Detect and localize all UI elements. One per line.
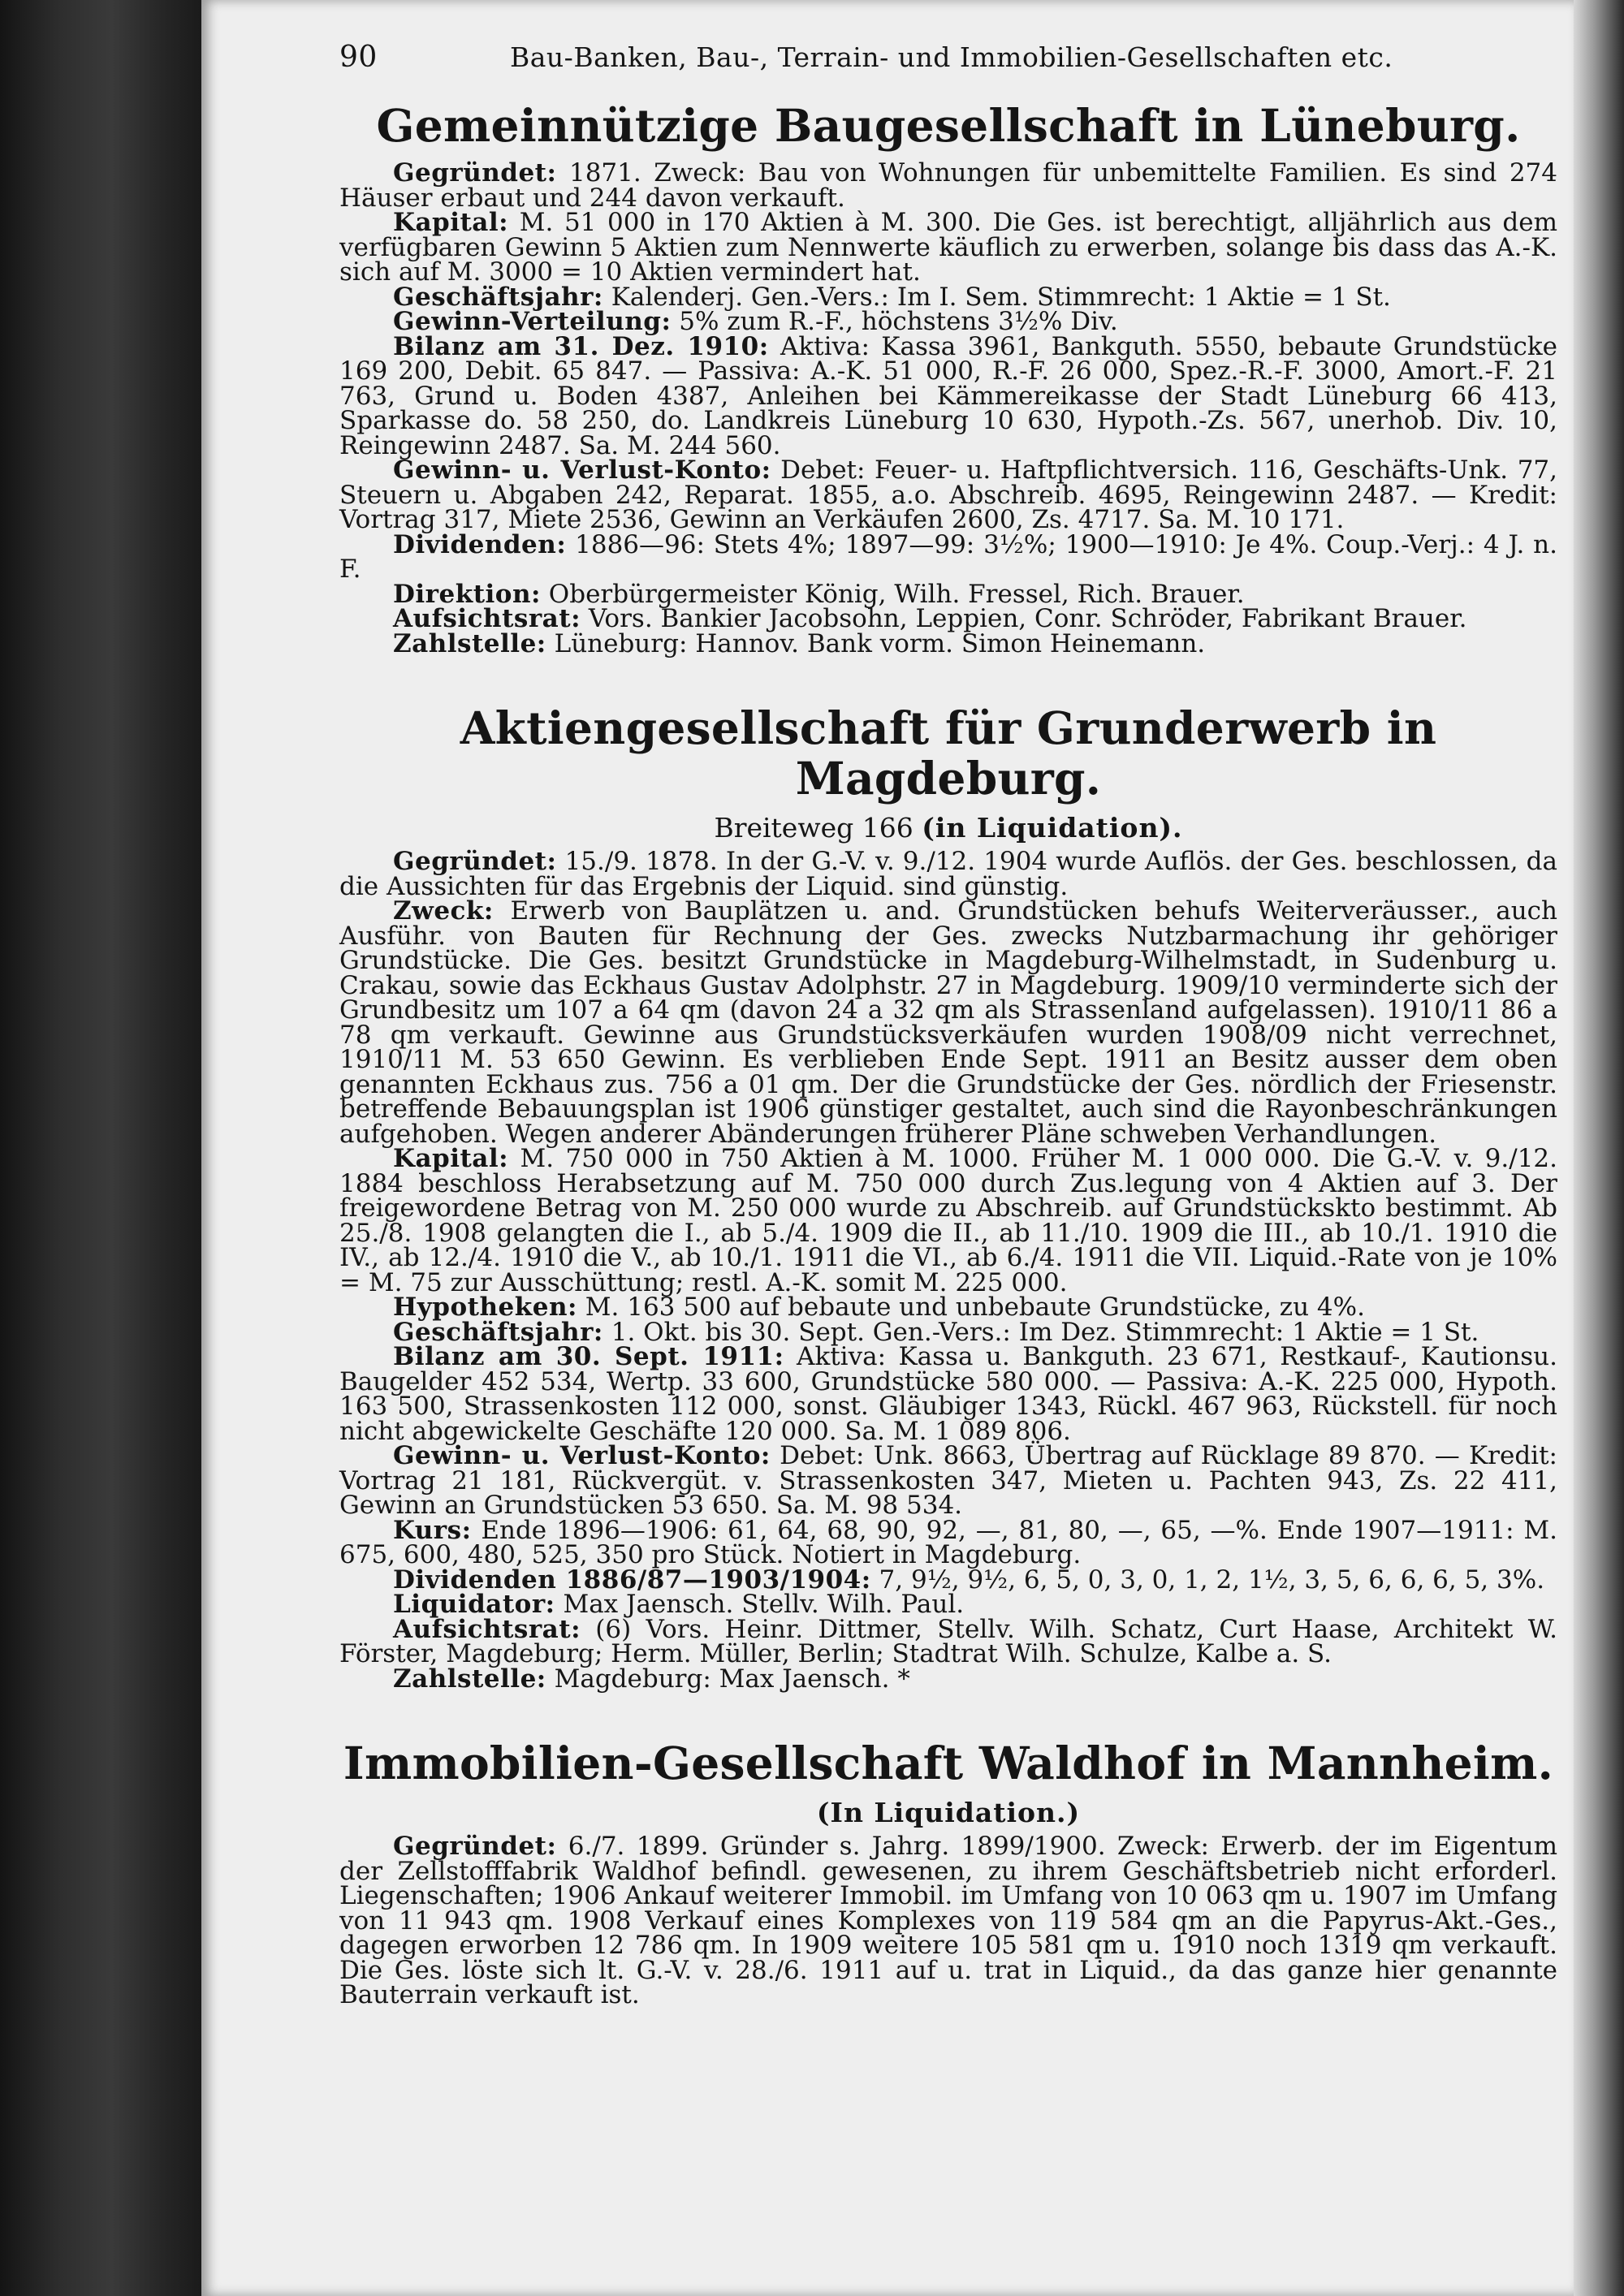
entry-paragraph <box>339 1344 1557 1444</box>
company-entry <box>339 101 1557 656</box>
entry-paragraph <box>339 1146 1557 1295</box>
entry-paragraph <box>339 1592 1557 1617</box>
entry-paragraph <box>339 1295 1557 1320</box>
field-text: Aktiva: Kassa 3961, Bankguth. 5550, bebaute Grundstücke 169 200, Debit. 65 847. — Passiva: A.-K. 51 000, R.-F. 26 000, Spez.-R.-F. 3000, Amort.-F. 21 763, Grund u. Boden 4387, Anleihen bei Kämmereikasse der Stadt Lüneburg 66 413, Sparkasse do. 58 250, do. Landkreis Lüneburg 10 630, Hypoth.-Zs. 567, unerhob. Div. 10, Reingewinn 2487. Sa. M. 244 560. <box>339 331 1557 460</box>
field-label: Zahlstelle: <box>393 1664 546 1694</box>
field-text: 6./7. 1899. Gründer s. Jahrg. 1899/1900. Zweck: Erwerb. der im Eigentum der Zellstofffabrik Waldhof befindl. gewesenen, zu ihrem Geschäftsbetrieb nicht erforderl. Liegenschaften; 1906 Ankauf weiterer Immobil. im Umfang von 10 063 qm u. 1907 im Umfang von 11 943 qm. 1908 Verkauf eines Komplexes von 119 584 qm an die Papyrus-Akt.-Ges., dagegen erworben 12 786 qm. In 1909 weitere 105 581 qm u. 1910 noch 1319 qm verkauft. Die Ges. löste sich lt. G.-V. v. 28./6. 1911 auf u. trat in Liquid., da das ganze hier genannte Bauterrain verkauft ist. <box>339 1832 1557 2009</box>
field-text: Kalenderj. Gen.-Vers.: Im I. Sem. Stimmrecht: 1 Aktie = 1 St. <box>603 282 1391 312</box>
next-page-edge <box>1574 0 1624 2296</box>
field-label: Gewinn- u. Verlust-Konto: <box>393 455 771 485</box>
field-label: Geschäftsjahr: <box>393 282 603 312</box>
entry-paragraph <box>339 455 1557 534</box>
field-text: 1871. Zweck: Bau von Wohnungen für unbemittelte Familien. Es sind 274 Häuser erbaut und 244 davon verkauft. <box>339 158 1557 213</box>
field-text: Debet: Feuer- u. Haftpflichtversich. 116, Geschäfts-Unk. 77, Steuern u. Abgaben 242, Reparat. 1855, a.o. Abschreib. 4695, Reingewinn 2487. — Kredit: Vortrag 317, Miete 2536, Gewinn an Verkäufen 2600, Zs. 4717. Sa. M. 10 171. <box>339 455 1557 534</box>
field-label: Geschäftsjahr: <box>393 1317 603 1347</box>
liquidation-note: (In Liquidation.) <box>816 1797 1081 1828</box>
field-text: Lüneburg: Hannov. Bank vorm. Simon Heinemann. <box>546 628 1206 658</box>
liquidation-note: (in Liquidation). <box>922 812 1183 844</box>
company-subtitle <box>339 1798 1557 1828</box>
field-label: Gegründet: <box>393 847 557 876</box>
entry-paragraph <box>339 1317 1557 1347</box>
field-label: Aufsichtsrat: <box>393 604 581 633</box>
field-text: Aktiva: Kassa u. Bankguth. 23 671, Restkauf-, Kautionsu. Baugelder 452 534, Wertp. 33 600, Grundstücke 580 000. — Passiva: A.-K. 225 000, Hypoth. 163 500, Strassenkosten 112 000, sonst. Gläubiger 1343, Rückl. 467 963, Rückstell. für noch nicht abgewickelte Geschäfte 120 000. Sa. M. 1 089 806. <box>339 1342 1557 1446</box>
entry-paragraph <box>339 331 1557 460</box>
company-entry <box>339 701 1557 1694</box>
field-label: Gewinn-Verteilung: <box>393 307 672 336</box>
entry-paragraph <box>339 1664 1557 1694</box>
field-text: M. 51 000 in 170 Aktien à M. 300. Die Ges. ist berechtigt, alljährlich aus dem verfügbaren Gewinn 5 Aktien zum Nennwerte käuflich zu erwerben, solange bis dass das A.-K. sich auf M. 3000 = 10 Aktien vermindert hat. <box>339 208 1557 287</box>
field-text: Max Jaensch. Stellv. Wilh. Paul. <box>555 1590 965 1619</box>
page-content <box>339 41 1557 2055</box>
company-subtitle <box>339 814 1557 843</box>
field-label: Kapital: <box>393 1144 509 1173</box>
field-text: (6) Vors. Heinr. Dittmer, Stellv. Wilh. Schatz, Curt Haase, Architekt W. Förster, Magdeburg; Herm. Müller, Berlin; Stadtrat Wilh. Schulze, Kalbe a. S. <box>339 1614 1557 1668</box>
field-text: 15./9. 1878. In der G.-V. v. 9./12. 1904 wurde Auflös. der Ges. beschlossen, da die Aussichten für das Ergebnis der Liquid. sind günstig. <box>339 847 1557 901</box>
running-header <box>339 41 1557 84</box>
entry-paragraph <box>339 849 1557 899</box>
field-label: Bilanz am 30. Sept. 1911: <box>393 1342 784 1371</box>
book-page <box>201 0 1574 2296</box>
company-title: Gemeinnützige Baugesellschaft in Lüneburg. <box>376 99 1521 152</box>
field-text: Vors. Bankier Jacobsohn, Leppien, Conr. Schröder, Fabrikant Brauer. <box>581 604 1467 633</box>
field-label: Gegründet: <box>393 1832 557 1861</box>
company-entry <box>339 1738 1557 2008</box>
field-label: Dividenden 1886/87—1903/1904: <box>393 1564 871 1595</box>
page-number: 90 <box>339 41 378 74</box>
entry-paragraph <box>339 282 1557 312</box>
field-text: 1886—96: Stets 4%; 1897—99: 3½%; 1900—1910: Je 4%. Coup.-Verj.: 4 J. n. F. <box>339 529 1557 584</box>
field-text: Erwerb von Bauplätzen u. and. Grundstücken behufs Weiterveräusser., auch Ausführ. von Bauten für Rechnung der Ges. zwecks Nutzbarmachung ihr gehöriger Grundstücke. Die Ges. besitzt Grundstücke in Magdeburg-Wilhelmstadt, in Sudenburg u. Crakau, sowie das Eckhaus Gustav Adolphstr. 27 in Magdeburg. 1909/10 verminderte sich der Grundbesitz um 107 a 64 qm (davon 24 a 32 qm als Strassenland aufgelassen). 1910/11 86 a 78 qm verkauft. Gewinne aus Grundstücksverkäufen wurden 1908/09 nicht verrechnet, 1910/11 M. 53 650 Gewinn. Es verblieben Ende Sept. 1911 an Besitz ausser dem oben genannten Eckhaus zus. 756 a 01 qm. Der die Grundstücke der Ges. nördlich der Friesenstr. betreffende Bebauungsplan ist 1906 günstiger gestaltet, auch sind die Rayonbeschränkungen aufgehoben. Wegen anderer Abänderungen früherer Pläne schweben Verhandlungen. <box>339 896 1557 1149</box>
entry-paragraph <box>339 628 1557 658</box>
field-label: Zahlstelle: <box>393 628 546 658</box>
book-binding-gutter <box>0 0 203 2296</box>
entry-paragraph <box>339 158 1557 213</box>
entry-paragraph <box>339 529 1557 584</box>
field-label: Gegründet: <box>393 158 557 188</box>
field-label: Gewinn- u. Verlust-Konto: <box>393 1441 771 1470</box>
entry-paragraph <box>339 606 1557 632</box>
field-label: Liquidator: <box>393 1590 555 1619</box>
field-label: Aufsichtsrat: <box>393 1614 581 1644</box>
field-text: M. 163 500 auf bebaute und unbebaute Grundstücke, zu 4%. <box>577 1293 1365 1322</box>
field-text: Magdeburg: Max Jaensch. * <box>546 1664 910 1694</box>
company-address: Breiteweg 166 <box>714 812 922 844</box>
field-label: Kurs: <box>393 1515 472 1545</box>
entry-paragraph <box>339 1564 1557 1595</box>
field-text: Oberbürgermeister König, Wilh. Fressel, Rich. Brauer. <box>540 579 1245 609</box>
entry-paragraph <box>339 1834 1557 2008</box>
field-label: Dividenden: <box>393 529 567 559</box>
field-text: M. 750 000 in 750 Aktien à M. 1000. Früher M. 1 000 000. Die G.-V. v. 9./12. 1884 beschloss Herabsetzung auf M. 750 000 durch Zus.legung von 4 Aktien auf 3. Der freigewordene Betrag von M. 250 000 wurde zu Abschreib. auf Grundstückskto bestimmt. Ab 25./8. 1908 gelangten die I., ab 5./4. 1909 die II., ab 11./10. 1909 die III., ab 10./1. 1910 die IV., ab 12./4. 1910 die V., ab 10./1. 1911 die VI., ab 6./4. 1911 die VII. Liquid.-Rate von je 10% = M. 75 zur Ausschüttung; restl. A.-K. somit M. 225 000. <box>339 1144 1557 1297</box>
entry-paragraph <box>339 309 1557 334</box>
field-label: Hypotheken: <box>393 1293 577 1322</box>
entry-paragraph <box>339 1515 1557 1569</box>
field-label: Bilanz am 31. Dez. 1910: <box>393 331 769 361</box>
entry-paragraph <box>339 210 1557 285</box>
field-label: Kapital: <box>393 208 509 237</box>
entry-paragraph <box>339 1614 1557 1668</box>
entry-paragraph <box>339 1441 1557 1520</box>
entry-paragraph <box>339 896 1557 1149</box>
company-title: Immobilien-Gesellschaft Waldhof in Mannheim. <box>343 1737 1554 1789</box>
field-text: 5% zum R.-F., höchstens 3½% Div. <box>671 307 1118 336</box>
field-label: Zweck: <box>393 896 494 926</box>
field-text: 7, 9½, 9½, 6, 5, 0, 3, 0, 1, 2, 1½, 3, 5, 6, 6, 6, 5, 3%. <box>870 1564 1545 1595</box>
running-title: Bau-Banken, Bau-, Terrain- und Immobilien-Gesellschaften etc. <box>510 41 1393 73</box>
field-label: Direktion: <box>393 579 541 609</box>
field-text: Debet: Unk. 8663, Übertrag auf Rücklage 89 870. — Kredit: Vortrag 21 181, Rückvergüt. v. Strassenkosten 347, Mieten u. Pachten 943, Zs. 22 411, Gewinn an Grundstücken 53 650. Sa. M. 98 534. <box>339 1441 1557 1520</box>
field-text: 1. Okt. bis 30. Sept. Gen.-Vers.: Im Dez. Stimmrecht: 1 Aktie = 1 St. <box>603 1317 1479 1347</box>
field-text: Ende 1896—1906: 61, 64, 68, 90, 92, —, 81, 80, —, 65, —%. Ende 1907—1911: M. 675, 600, 480, 525, 350 pro Stück. Notiert in Magdeburg. <box>339 1515 1557 1569</box>
company-title: Aktiengesellschaft für Grunderwerb in Magdeburg. <box>460 701 1437 805</box>
entry-paragraph <box>339 579 1557 609</box>
